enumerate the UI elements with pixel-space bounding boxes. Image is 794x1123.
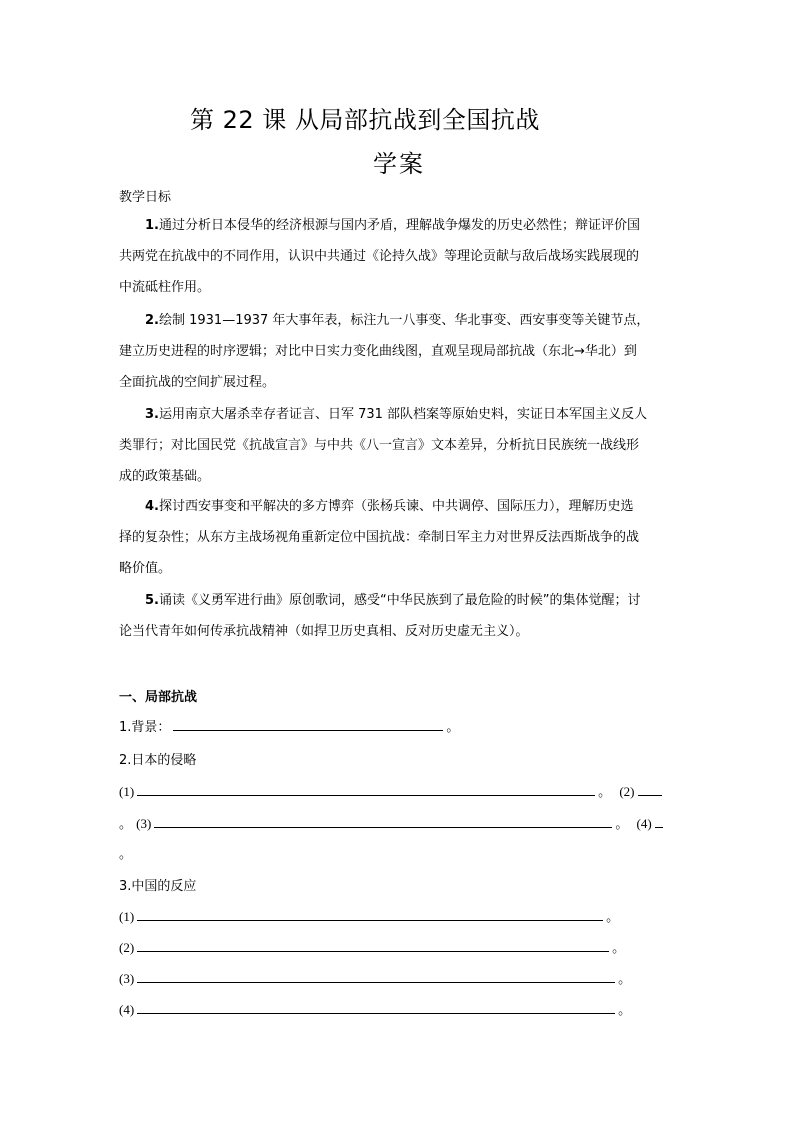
- objective-4: [119, 491, 679, 584]
- period: 。: [119, 847, 133, 862]
- reaction-row-4: [119, 999, 631, 1019]
- reaction-label: 3.中国的反应: [119, 879, 197, 894]
- period: 。: [598, 785, 612, 800]
- background-label: 1.背景：: [119, 720, 171, 735]
- reaction-row-1: [119, 906, 619, 926]
- objective-number: 3.: [145, 407, 159, 422]
- objective-1: [119, 210, 679, 303]
- item-marker: (2): [619, 784, 635, 799]
- objective-text: 诵读《义勇军进行曲》原创歌词，感受“中华民族到了最危险的时候”的集体觉醒；讨: [158, 593, 641, 608]
- objective-5: [119, 585, 679, 647]
- period: 。: [446, 720, 460, 735]
- objective-text: 类罪行；对比国民党《抗战宣言》与中共《八一宣言》文本差异，分析抗日民族统一战线形: [119, 438, 640, 453]
- objective-text: 择的复杂性；从东方主战场视角重新定位中国抗战：牵制日军主力对世界反法西斯战争的战: [119, 530, 640, 545]
- objective-number: 1.: [145, 218, 159, 233]
- answer-blank[interactable]: [137, 999, 615, 1014]
- item-marker: (3): [136, 816, 152, 831]
- background-blank[interactable]: [173, 716, 443, 731]
- objective-number: 5.: [145, 593, 159, 608]
- item-marker: (3): [119, 971, 135, 986]
- answer-blank[interactable]: [137, 781, 595, 796]
- item-marker: (1): [119, 909, 135, 924]
- objective-number: 4.: [145, 499, 159, 514]
- section-heading: 一、局部抗战: [119, 690, 198, 705]
- answer-blank[interactable]: [137, 968, 615, 983]
- invasion-row-1: [119, 781, 665, 801]
- answer-blank[interactable]: [638, 781, 662, 796]
- objective-3: [119, 399, 679, 492]
- objective-2: [119, 305, 679, 398]
- period: 。: [612, 941, 626, 956]
- period: 。: [606, 910, 620, 925]
- objective-text: 论当代青年如何传承抗战精神（如捍卫历史真相、反对历史虚无主义）。: [119, 624, 529, 639]
- item-marker: (4): [119, 1002, 135, 1017]
- objective-text: 运用南京大屠杀幸存者证言、日军 731 部队档案等原始史料，实证日本军国主义反人: [158, 407, 648, 422]
- answer-blank[interactable]: [137, 937, 609, 952]
- objective-text: 共两党在抗战中的不同作用，认识中共通过《论持久战》等理论贡献与敌后战场实践展现的: [119, 249, 640, 264]
- lesson-subtitle: 学案: [373, 150, 425, 178]
- objective-text: 中流砥柱作用。: [119, 280, 211, 295]
- objective-text: 探讨西安事变和平解决的多方博弈（张杨兵谏、中共调停、国际压力），理解历史选: [158, 499, 634, 514]
- invasion-row-3: [119, 843, 132, 863]
- invasion-row-2: [119, 813, 666, 833]
- objective-text: 绘制 1931—1937 年大事年表，标注九一八事变、华北事变、西安事变等关键节点，: [158, 313, 650, 328]
- answer-blank[interactable]: [137, 906, 603, 921]
- objective-text: 建立历史进程的时序逻辑；对比中日实力变化曲线图，直观呈现局部抗战（东北→华北）到: [119, 344, 637, 359]
- objective-text: 略价值。: [119, 561, 172, 576]
- period: 。: [119, 817, 133, 832]
- item-marker: (4): [636, 816, 652, 831]
- period: 。: [618, 1003, 632, 1018]
- answer-blank[interactable]: [655, 813, 663, 828]
- objective-text: 成的政策基础。: [119, 469, 211, 484]
- period: 。: [618, 972, 632, 987]
- lesson-title: 第 22 课 从局部抗战到全国抗战: [190, 106, 540, 134]
- objective-text: 全面抗战的空间扩展过程。: [119, 375, 276, 390]
- period: 。: [615, 817, 629, 832]
- answer-blank[interactable]: [154, 813, 612, 828]
- objectives-heading: 教学日标: [119, 190, 172, 205]
- item-marker: (1): [119, 784, 135, 799]
- objective-text: 通过分析日本侵华的经济根源与国内矛盾，理解战争爆发的历史必然性；辩证评价国: [158, 218, 640, 233]
- item-marker: (2): [119, 940, 135, 955]
- background-row: [119, 716, 459, 736]
- invasion-label: 2.日本的侵略: [119, 753, 197, 768]
- reaction-row-2: [119, 937, 625, 957]
- objective-number: 2.: [145, 313, 159, 328]
- reaction-row-3: [119, 968, 631, 988]
